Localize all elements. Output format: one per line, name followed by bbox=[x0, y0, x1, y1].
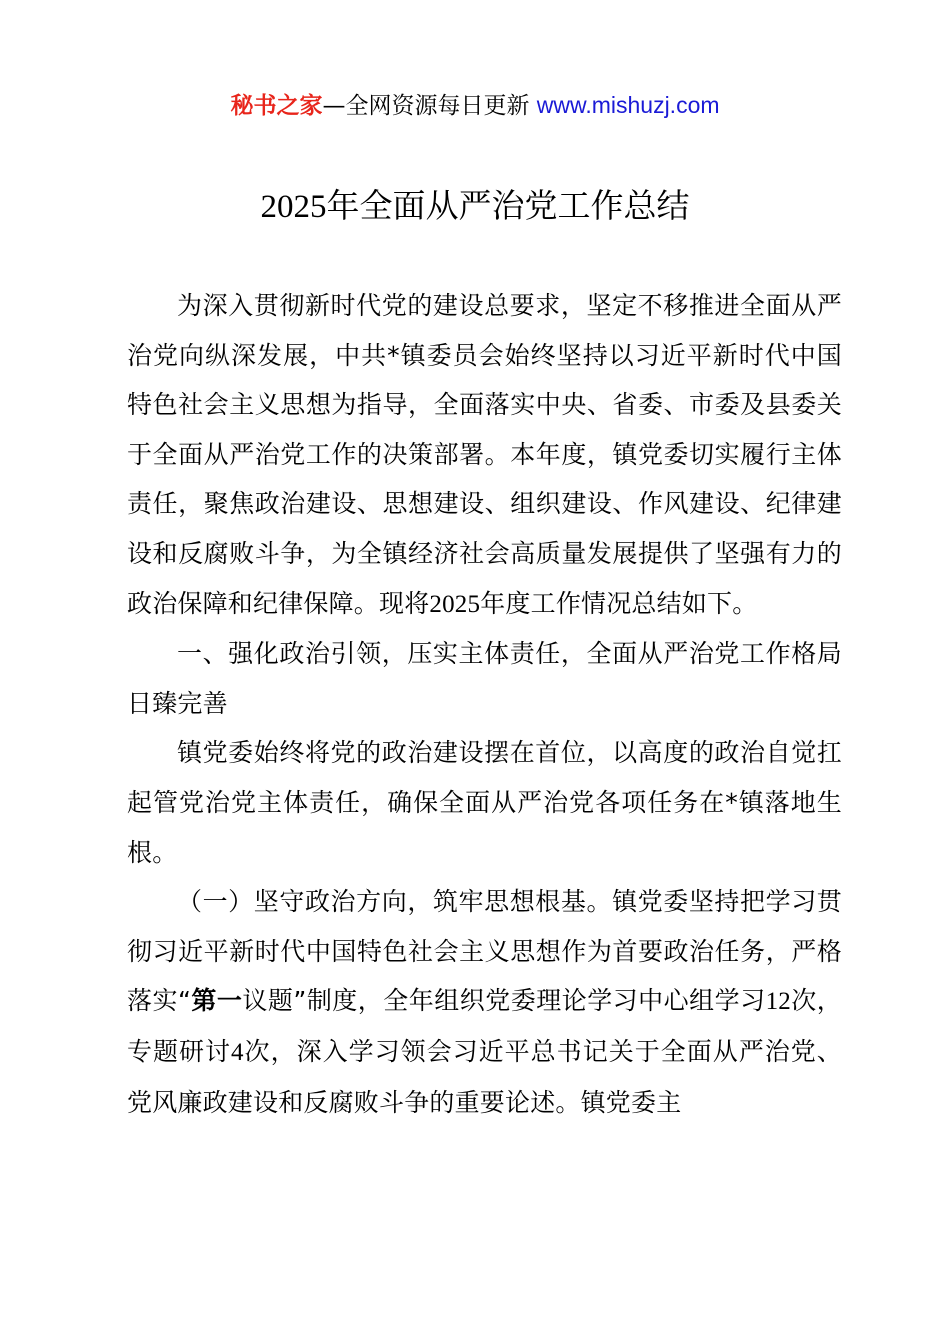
header-url-link[interactable]: www.mishuzj.com bbox=[536, 92, 720, 118]
subsection-text-part1: （一）坚守政治方向，筑牢思想根基。镇党委坚持把学习贯彻习近平新时代中国特色社会主义思想作为首要政治任务，严格落实“ bbox=[127, 887, 842, 1016]
title-year: 2025 bbox=[260, 189, 327, 225]
intro-year: 2025 bbox=[429, 590, 481, 618]
header-tagline: —全网资源每日更新 bbox=[322, 93, 530, 119]
bold-term: 第一 bbox=[191, 986, 243, 1016]
subsection-text-part3: 次，专题研讨 bbox=[127, 986, 842, 1066]
title-text: 年全面从严治党工作总结 bbox=[326, 186, 690, 225]
intro-paragraph bbox=[127, 281, 842, 629]
document-body bbox=[127, 281, 842, 1127]
page-header bbox=[0, 88, 950, 123]
intro-text-part1: 为深入贯彻新时代党的建设总要求，坚定不移推进全面从严治党向纵深发展，中共*镇委员会始终坚持以习近平新时代中国特色社会主义思想为指导，全面落实中央、省委、市委及县委关于全面从严治党工作的决策部署。本年度，镇党委切实履行主体责任，聚焦政治建设、思想建设、组织建设、作风建设、纪律建设和反腐败斗争，为全镇经济社会高质量发展提供了坚强有力的政治保障和纪律保障。现将 bbox=[127, 291, 842, 618]
subsection-text-part2: 议题”制度，全年组织党委理论学习中心组学习 bbox=[242, 986, 766, 1016]
subsection-text-part4: 次，深入学习领会习近平总书记关于全面从严治党、党风廉政建设和反腐败斗争的重要论述。镇党委主 bbox=[127, 1036, 842, 1117]
document-title bbox=[0, 183, 950, 230]
subsection-1-paragraph bbox=[127, 877, 842, 1127]
brand-name: 秘书之家 bbox=[230, 93, 323, 119]
research-count: 4 bbox=[231, 1038, 244, 1066]
section-heading-1: 一、强化政治引领，压实主体责任，全面从严治党工作格局日臻完善 bbox=[127, 639, 842, 718]
intro-text-part2: 年度工作情况总结如下。 bbox=[480, 588, 758, 618]
study-count: 12 bbox=[765, 988, 792, 1016]
section-1-paragraph: 镇党委始终将党的政治建设摆在首位，以高度的政治自觉扛起管党治党主体责任，确保全面从严治党各项任务在*镇落地生根。 bbox=[127, 738, 842, 867]
